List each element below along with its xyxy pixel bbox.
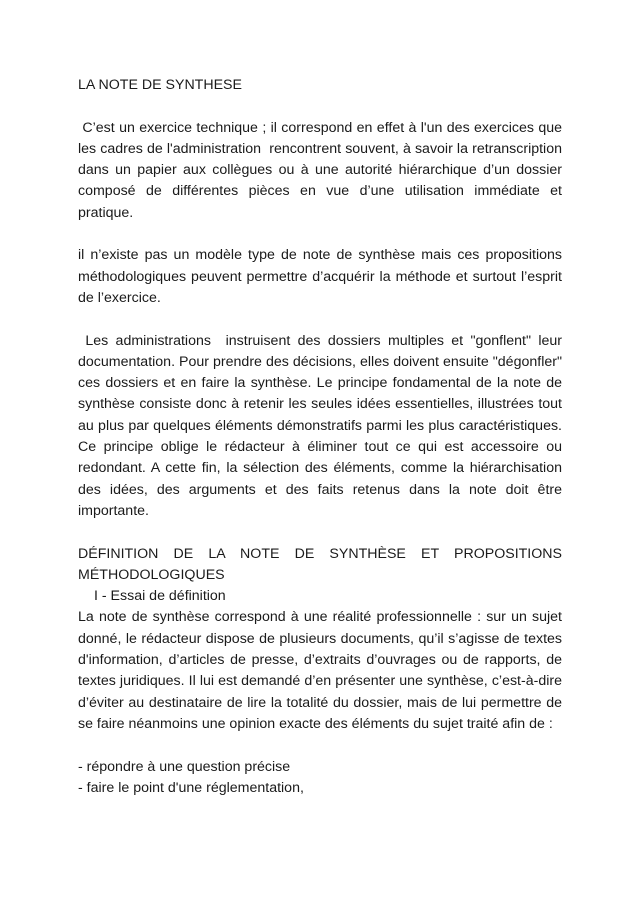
spacer xyxy=(78,522,562,543)
method-paragraph: il n’existe pas un modèle type de note de synthèse mais ces propositions méthodologiques peuvent permettre d’acquérir la méthode et surtout l’esprit de l’exercice. xyxy=(78,247,562,306)
list-item: - répondre à une question précise xyxy=(78,758,291,775)
section-heading-text: DÉFINITION DE LA NOTE DE SYNTHÈSE ET PROPOSITIONS xyxy=(78,545,562,562)
administration-paragraph: Les administrations instruisent des dossiers multiples et "gonflent" leur documentation. Pour prendre des décisions, elles doivent ensuite "dégonfler" ces dossiers et en faire la synthèse. Le principe fondamental de la note de synthèse consiste donc à retenir les seules idées essentielles, illustrées tout au plus par quelques éléments démonstratifs parmi les plus caractéristiques. Ce principe oblige le rédacteur à éliminer tout ce qui est accessoire ou redondant. A cette fin, la sélection des éléments, comme la hiérarchisation des idées, des arguments et des faits retenus dans la note doit être importante. xyxy=(78,332,566,519)
spacer xyxy=(78,735,562,756)
spacer xyxy=(78,96,562,117)
spacer xyxy=(78,309,562,330)
subsection-title: I - Essai de définition xyxy=(94,588,226,605)
section-heading-line-1 xyxy=(78,544,562,565)
definition-paragraph: La note de synthèse correspond à une réalité professionnelle : sur un sujet donné, le rédacteur dispose de plusieurs documents, qu’il s’agisse de textes d'information, d’articles de presse, d’extraits d’ouvrages ou de rapports, de textes juridiques. Il lui est demandé d’en présenter une synthèse, c’est-à-dire d’éviter au destinataire de lire la totalité du dossier, mais de lui permettre de se faire néanmoins une opinion exacte des éléments du sujet traité afin de : xyxy=(78,609,562,732)
intro-paragraph: C’est un exercice technique ; il correspond en effet à l'un des exercices que les cadres de l'administration rencontrent souvent, à savoir la retranscription dans un papier aux collègues ou à une autorité hiérarchique d’un dossier composé de différentes pièces en vue d’une utilisation immédiate et pratique. xyxy=(78,119,566,221)
list-item: - faire le point d'une réglementation, xyxy=(78,779,304,796)
document-page xyxy=(78,75,566,799)
section-heading xyxy=(78,544,562,587)
spacer xyxy=(78,224,562,245)
document-title: LA NOTE DE SYNTHESE xyxy=(78,77,242,93)
section-heading-line-2: MÉTHODOLOGIQUES xyxy=(78,566,225,583)
